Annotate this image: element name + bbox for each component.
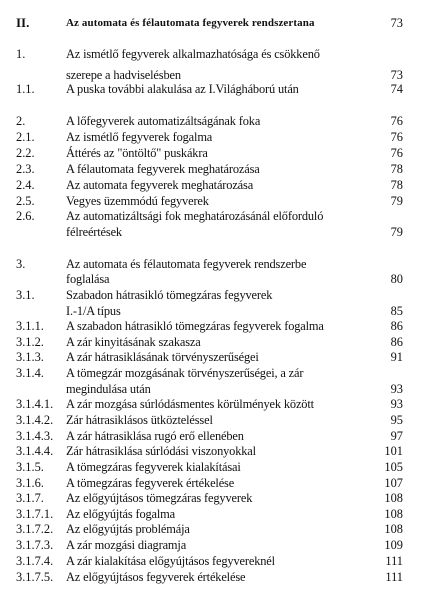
toc-entry-number: 3.1.6.: [16, 476, 44, 490]
toc-entry: [0, 475, 431, 491]
toc-entry-title: Vegyes üzemmódú fegyverek: [66, 194, 209, 208]
toc-entry-title: A tömegzáras fegyverek értékelése: [66, 476, 235, 490]
toc-entry-number: 3.1.7.: [16, 491, 44, 505]
toc-entry-title: Az automata fegyverek meghatározása: [66, 178, 254, 192]
toc-entry-number: 3.1.7.4.: [16, 554, 54, 568]
toc-entry-title: Áttérés az "öntöltő" puskákra: [66, 146, 208, 160]
toc-entry: [0, 81, 431, 97]
toc-entry-number: 3.1.7.5.: [16, 570, 54, 584]
toc-entry-title: A félautomata fegyverek meghatározása: [66, 162, 260, 176]
toc-entry: [0, 318, 431, 334]
toc-entry-title: szerepe a hadviselésben: [66, 68, 181, 82]
toc-entry: [0, 412, 431, 428]
toc-entry-title: Az automatizáltsági fok meghatározásánál előforduló: [66, 209, 324, 223]
toc-entry: [0, 208, 431, 224]
toc-entry-number: 3.1.4.: [16, 366, 44, 380]
toc-entry: [0, 334, 431, 350]
toc-entry-page: 76: [390, 130, 403, 144]
toc-entry-number: 2.1.: [16, 130, 35, 144]
toc-entry-page: 91: [390, 350, 403, 364]
toc-entry: [0, 569, 431, 585]
toc-entry-page: 86: [390, 319, 403, 333]
toc-entry: [0, 521, 431, 537]
toc-entry-title: Az ismétlő fegyverek fogalma: [66, 130, 213, 144]
toc-entry-title: Az előgyújtás problémája: [66, 522, 190, 536]
toc-entry-number: 3.1.4.3.: [16, 429, 54, 443]
toc-entry-page: 111: [385, 554, 403, 568]
toc-entry-number: 3.: [16, 257, 26, 271]
toc-entry: [0, 349, 431, 365]
toc-entry-title: Az automata és félautomata fegyverek rendszerbe: [66, 257, 307, 271]
toc-entry-number: 3.1.5.: [16, 460, 44, 474]
toc-entry: [0, 161, 431, 177]
toc-entry-number: 3.1.4.2.: [16, 413, 54, 427]
toc-entry-title: A zár kialakítása előgyújtásos fegyvereknél: [66, 554, 275, 568]
toc-entry: [0, 271, 431, 287]
toc-entry-page: 80: [390, 272, 403, 286]
toc-entry: [0, 537, 431, 553]
toc-entry: [0, 113, 431, 129]
toc-entry-title: foglalása: [66, 272, 110, 286]
toc-heading-number: II.: [16, 15, 30, 30]
toc-entry: [0, 490, 431, 506]
toc-entry-page: 79: [390, 194, 403, 208]
toc-heading-page: 73: [390, 16, 403, 30]
toc-entry-number: 3.1.4.4.: [16, 444, 54, 458]
toc-entry-title: félreértések: [66, 225, 122, 239]
toc-entry-page: 78: [390, 178, 403, 192]
toc-entry-title: A zár hátrasiklásának törvényszerűségei: [66, 350, 259, 364]
toc-entry-number: 3.1.7.2.: [16, 522, 54, 536]
toc-entry-title: Az ismétlő fegyverek alkalmazhatósága és csökkenő: [66, 47, 320, 61]
toc-entry-page: 74: [390, 82, 403, 96]
toc-entry-title: A puska további alakulása az I.Világháború után: [66, 82, 299, 96]
toc-entry-number: 2.3.: [16, 162, 35, 176]
toc-entry: [0, 256, 431, 272]
toc-heading: [0, 15, 431, 31]
toc-entry-page: 73: [390, 68, 403, 82]
toc-entry: [0, 287, 431, 303]
toc-entry: [0, 224, 431, 240]
toc-entry-title: A zár mozgása súrlódásmentes körülmények között: [66, 397, 314, 411]
toc-entry: [0, 177, 431, 193]
toc-entry: [0, 553, 431, 569]
toc-entry: [0, 46, 431, 62]
toc-entry-page: 85: [390, 304, 403, 318]
toc-entry-page: 95: [390, 413, 403, 427]
toc-entry-title: Zár hátrasiklásos ütközteléssel: [66, 413, 213, 427]
toc-entry-title: A zár kinyitásának szakasza: [66, 335, 201, 349]
toc-entry-title: A lőfegyverek automatizáltságának foka: [66, 114, 261, 128]
toc-entry-number: 1.1.: [16, 82, 35, 96]
toc-entry-page: 101: [384, 444, 403, 458]
toc-entry-page: 108: [384, 491, 403, 505]
toc-entry-number: 3.1.1.: [16, 319, 44, 333]
toc-entry-number: 2.: [16, 114, 26, 128]
toc-entry-page: 105: [384, 460, 403, 474]
toc-entry-number: 3.1.7.1.: [16, 507, 54, 521]
toc-entry: [0, 129, 431, 145]
toc-entry-number: 2.4.: [16, 178, 35, 192]
toc-entry-number: 3.1.7.3.: [16, 538, 54, 552]
toc-entry-page: 108: [384, 522, 403, 536]
toc-entry: [0, 145, 431, 161]
toc-entry-page: 86: [390, 335, 403, 349]
toc-entry-page: 76: [390, 114, 403, 128]
toc-entry-title: Az előgyújtásos fegyverek értékelése: [66, 570, 246, 584]
toc-entry-number: 3.1.3.: [16, 350, 44, 364]
toc-entry-number: 2.5.: [16, 194, 35, 208]
toc-entry-page: 109: [384, 538, 403, 552]
toc-entry-title: A zár hátrasiklása rugó erő ellenében: [66, 429, 244, 443]
toc-entry-page: 97: [390, 429, 403, 443]
toc-entry-title: Az előgyújtás fogalma: [66, 507, 176, 521]
toc-entry-page: 108: [384, 507, 403, 521]
toc-entry-title: Zár hátrasiklása súrlódási viszonyokkal: [66, 444, 256, 458]
toc-entry-number: 1.: [16, 47, 26, 61]
toc-entry-title: Szabadon hátrasikló tömegzáras fegyverek: [66, 288, 273, 302]
toc-entry: [0, 396, 431, 412]
toc-entry-page: 111: [385, 570, 403, 584]
toc-entry-number: 3.1.4.1.: [16, 397, 54, 411]
toc-entry-number: 2.2.: [16, 146, 35, 160]
toc-entry-number: 3.1.2.: [16, 335, 44, 349]
toc-entry-title: A zár mozgási diagramja: [66, 538, 187, 552]
toc-entry-title: A tömegzáras fegyverek kialakításai: [66, 460, 241, 474]
toc-heading-title: Az automata és félautomata fegyverek rendszertana: [66, 17, 315, 29]
toc-entry-page: 93: [390, 382, 403, 396]
toc-entry: [0, 506, 431, 522]
toc-entry-page: 93: [390, 397, 403, 411]
toc-entry: [0, 193, 431, 209]
toc-entry: [0, 381, 431, 397]
toc-entry-page: 107: [384, 476, 403, 490]
toc-entry: [0, 303, 431, 319]
toc-entry: [0, 443, 431, 459]
toc-entry-page: 76: [390, 146, 403, 160]
toc-entry: [0, 428, 431, 444]
toc-entry-title: I.-1/A típus: [66, 304, 121, 318]
toc-entry-number: 2.6.: [16, 209, 35, 223]
toc-entry: [0, 365, 431, 381]
toc-entry-page: 78: [390, 162, 403, 176]
toc-entry-title: A tömegzár mozgásának törvényszerűségei, a zár: [66, 366, 304, 380]
toc-entry-title: megindulása után: [66, 382, 151, 396]
toc-entry-title: Az előgyújtásos tömegzáras fegyverek: [66, 491, 253, 505]
toc-entry-title: A szabadon hátrasikló tömegzáras fegyverek fogalma: [66, 319, 324, 333]
toc-entry-number: 3.1.: [16, 288, 35, 302]
toc-entry-page: 79: [390, 225, 403, 239]
toc-entry: [0, 459, 431, 475]
